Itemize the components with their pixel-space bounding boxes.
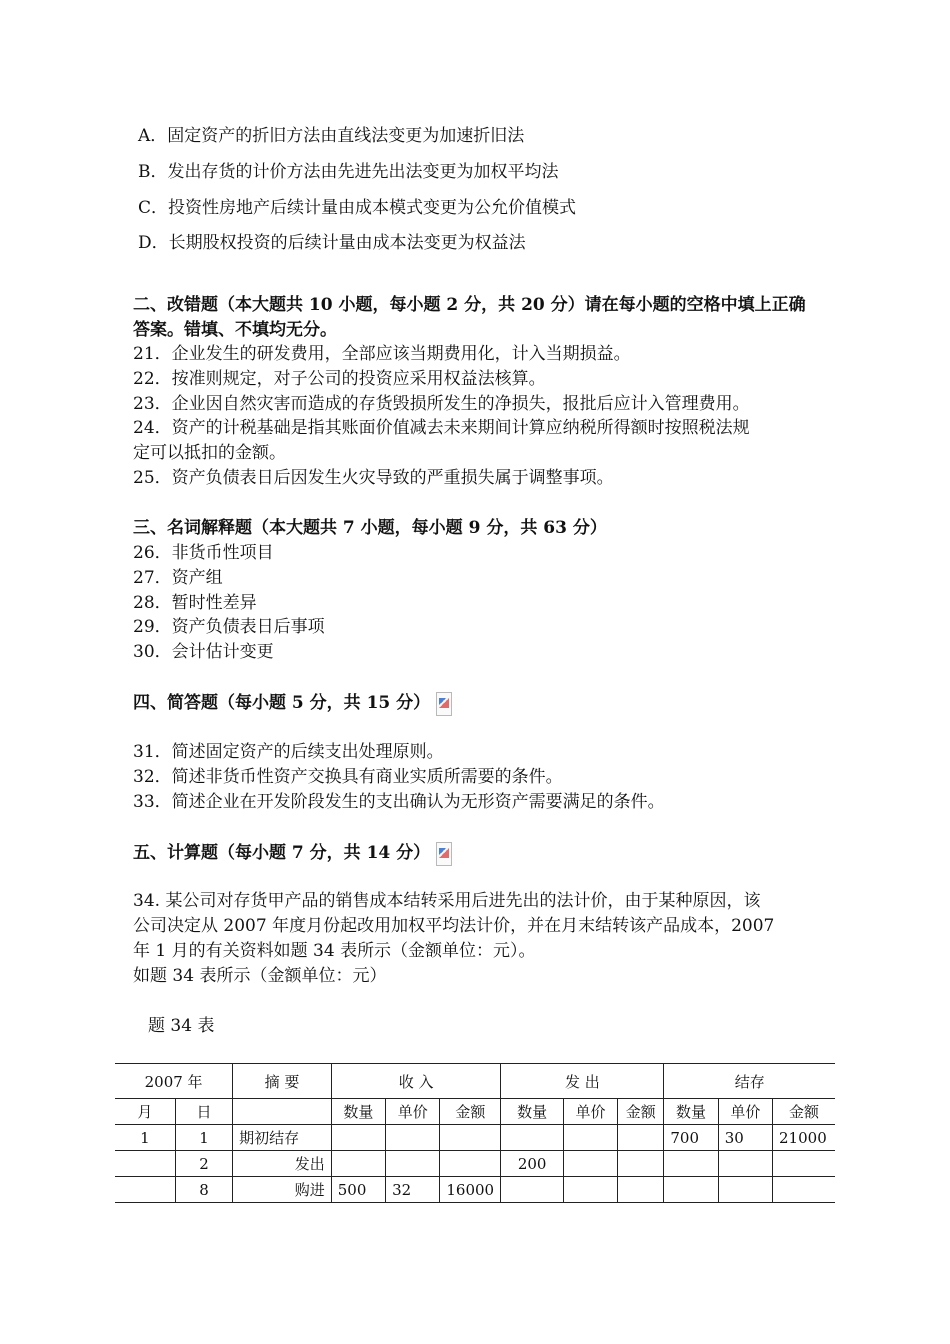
cell-in-amount — [440, 1151, 501, 1177]
option-b: B．发出存货的计价方法由先进先出法变更为加权平均法 — [138, 162, 559, 182]
section3-heading: 三、名词解释题（本大题共 7 小题，每小题 9 分，共 63 分） — [133, 518, 607, 538]
header-in-amount: 金额 — [440, 1099, 501, 1125]
question-32: 32．简述非货币性资产交换具有商业实质所需要的条件。 — [133, 767, 563, 787]
header-in: 收 入 — [331, 1064, 501, 1099]
header-summary: 摘 要 — [233, 1064, 332, 1099]
option-a: A．固定资产的折旧方法由直线法变更为加速折旧法 — [138, 126, 525, 146]
cell-out-qty — [501, 1125, 563, 1151]
cell-in-price — [386, 1151, 440, 1177]
cell-out-price — [563, 1177, 617, 1203]
cell-in-qty: 500 — [331, 1177, 385, 1203]
cell-bal-price: 30 — [718, 1125, 772, 1151]
question-34-line3: 年 1 月的有关资料如题 34 表所示（金额单位：元）。 — [133, 941, 536, 961]
cell-day: 8 — [175, 1177, 232, 1203]
cell-desc: 购进 — [233, 1177, 332, 1203]
section5-heading-text: 五、计算题（每小题 7 分，共 14 分） — [133, 843, 431, 863]
table-row — [115, 1125, 835, 1151]
section2-heading-line2: 答案。错填、不填均无分。 — [133, 320, 337, 340]
header-day: 日 — [175, 1099, 232, 1125]
table-34 — [115, 1063, 835, 1203]
cell-out-price — [563, 1151, 617, 1177]
question-29: 29．资产负债表日后事项 — [133, 617, 325, 637]
header-year: 2007 年 — [115, 1064, 233, 1099]
cell-bal-price — [718, 1177, 772, 1203]
broken-image-icon — [436, 842, 452, 866]
question-30: 30．会计估计变更 — [133, 642, 274, 662]
cell-bal-amount: 21000 — [773, 1125, 835, 1151]
cell-out-amount — [618, 1177, 664, 1203]
header-in-price: 单价 — [386, 1099, 440, 1125]
header-summary-blank — [233, 1099, 332, 1125]
cell-bal-qty: 700 — [664, 1125, 718, 1151]
cell-day: 2 — [175, 1151, 232, 1177]
cell-in-qty — [331, 1151, 385, 1177]
question-28: 28．暂时性差异 — [133, 593, 257, 613]
header-balance: 结存 — [664, 1064, 835, 1099]
cell-bal-amount — [773, 1151, 835, 1177]
header-bal-qty: 数量 — [664, 1099, 718, 1125]
header-out-qty: 数量 — [501, 1099, 563, 1125]
cell-desc: 发出 — [233, 1151, 332, 1177]
cell-in-amount: 16000 — [440, 1177, 501, 1203]
header-out-amount: 金额 — [618, 1099, 664, 1125]
cell-bal-qty — [664, 1151, 718, 1177]
cell-month: 1 — [115, 1125, 175, 1151]
cell-in-qty — [331, 1125, 385, 1151]
table-row — [115, 1151, 835, 1177]
question-34-line1: 34. 某公司对存货甲产品的销售成本结转采用后进先出的法计价，由于某种原因，该 — [133, 891, 761, 911]
cell-in-amount — [440, 1125, 501, 1151]
cell-bal-qty — [664, 1177, 718, 1203]
cell-desc: 期初结存 — [233, 1125, 332, 1151]
question-33: 33．简述企业在开发阶段发生的支出确认为无形资产需要满足的条件。 — [133, 792, 665, 812]
question-21: 21．企业发生的研发费用，全部应该当期费用化，计入当期损益。 — [133, 344, 631, 364]
question-24-line2: 定可以抵扣的金额。 — [133, 443, 286, 463]
question-25: 25．资产负债表日后因发生火灾导致的严重损失属于调整事项。 — [133, 468, 614, 488]
cell-bal-amount — [773, 1177, 835, 1203]
cell-out-qty: 200 — [501, 1151, 563, 1177]
cell-out-amount — [618, 1125, 664, 1151]
cell-in-price — [386, 1125, 440, 1151]
question-34-line4: 如题 34 表所示（金额单位：元） — [133, 966, 387, 986]
question-22: 22．按准则规定，对子公司的投资应采用权益法核算。 — [133, 369, 546, 389]
header-out: 发 出 — [501, 1064, 664, 1099]
question-31: 31．简述固定资产的后续支出处理原则。 — [133, 742, 444, 762]
question-27: 27．资产组 — [133, 568, 223, 588]
question-26: 26．非货币性项目 — [133, 543, 274, 563]
cell-bal-price — [718, 1151, 772, 1177]
table-header-row-2 — [115, 1099, 835, 1125]
question-24-line1: 24．资产的计税基础是指其账面价值减去未来期间计算应纳税所得额时按照税法规 — [133, 418, 750, 438]
option-d: D．长期股权投资的后续计量由成本法变更为权益法 — [138, 233, 526, 253]
cell-out-price — [563, 1125, 617, 1151]
cell-in-price: 32 — [386, 1177, 440, 1203]
table-header-row-1 — [115, 1064, 835, 1099]
cell-out-qty — [501, 1177, 563, 1203]
section2-heading-line1: 二、改错题（本大题共 10 小题，每小题 2 分，共 20 分）请在每小题的空格中填上正确 — [133, 295, 806, 315]
cell-out-amount — [618, 1151, 664, 1177]
section4-heading — [133, 691, 452, 716]
cell-day: 1 — [175, 1125, 232, 1151]
header-month: 月 — [115, 1099, 175, 1125]
header-bal-amount: 金额 — [773, 1099, 835, 1125]
header-bal-price: 单价 — [718, 1099, 772, 1125]
section4-heading-text: 四、简答题（每小题 5 分，共 15 分） — [133, 693, 431, 713]
section5-heading — [133, 841, 452, 866]
option-c: C．投资性房地产后续计量由成本模式变更为公允价值模式 — [138, 198, 577, 218]
header-out-price: 单价 — [563, 1099, 617, 1125]
question-23: 23．企业因自然灾害而造成的存货毁损所发生的净损失，报批后应计入管理费用。 — [133, 394, 750, 414]
question-34-line2: 公司决定从 2007 年度月份起改用加权平均法计价，并在月末结转该产品成本，2007 — [133, 916, 775, 936]
table-row — [115, 1177, 835, 1203]
broken-image-icon — [436, 692, 452, 716]
cell-month — [115, 1177, 175, 1203]
table-caption: 题 34 表 — [148, 1016, 215, 1036]
cell-month — [115, 1151, 175, 1177]
header-in-qty: 数量 — [331, 1099, 385, 1125]
